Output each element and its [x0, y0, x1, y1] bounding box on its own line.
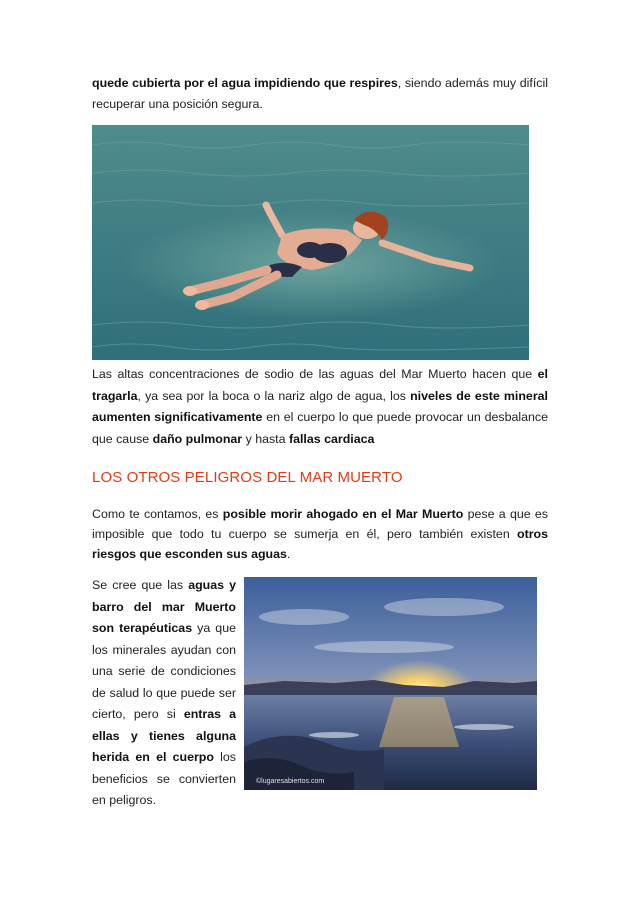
paragraph-other-risks	[92, 504, 548, 564]
paragraph-therapeutic	[92, 575, 236, 812]
text: , ya sea por la boca o la nariz algo de agua, los	[137, 388, 411, 403]
sunset-photo	[244, 577, 537, 790]
bold-text: quede cubierta por el agua impidiendo que respires	[92, 76, 398, 90]
text: pese a que es imposible que todo tu cuerpo se sumerja en él, pero también existen	[92, 507, 549, 541]
dead-sea-sunset-image	[244, 577, 537, 790]
bold-text: aguas y barro del mar Muerto son terapéuticas	[92, 578, 236, 635]
swimmer-photo	[92, 125, 529, 360]
text: en el cuerpo lo que puede provocar un desbalance que cause	[92, 410, 548, 446]
text: Como te contamos, es	[92, 507, 223, 521]
paragraph-intro	[92, 73, 548, 115]
bold-text: daño pulmonar	[152, 431, 243, 446]
bold-text: fallas cardiaca	[288, 431, 375, 446]
text: los beneficios se convierten en peligros.	[92, 750, 236, 807]
woman-floating-image	[92, 125, 529, 360]
text: Las altas concentraciones de sodio de las aguas del Mar Muerto hacen que	[92, 367, 538, 381]
text: Se cree que las	[92, 578, 189, 592]
photo-watermark: ©lugaresabiertos.com	[256, 778, 325, 785]
text: .	[286, 547, 291, 561]
section-heading: LOS OTROS PELIGROS DEL MAR MUERTO	[92, 469, 403, 486]
text: y hasta	[242, 431, 289, 446]
paragraph-sodium	[92, 364, 548, 450]
bold-text: el tragarla	[92, 367, 548, 403]
bold-text: niveles de este mineral aumenten significativamente	[92, 388, 548, 424]
text: , siendo además muy difícil recuperar una posición segura.	[92, 76, 549, 111]
bold-text: otros riesgos que esconden sus aguas	[92, 527, 548, 561]
bold-text: posible morir ahogado en el Mar Muerto	[222, 507, 464, 521]
text: ya que los minerales ayudan con una serie de condiciones de salud lo que puede ser cierto, pero si	[92, 621, 236, 721]
bold-text: entras a ellas y tienes alguna herida en el cuerpo	[92, 707, 236, 764]
